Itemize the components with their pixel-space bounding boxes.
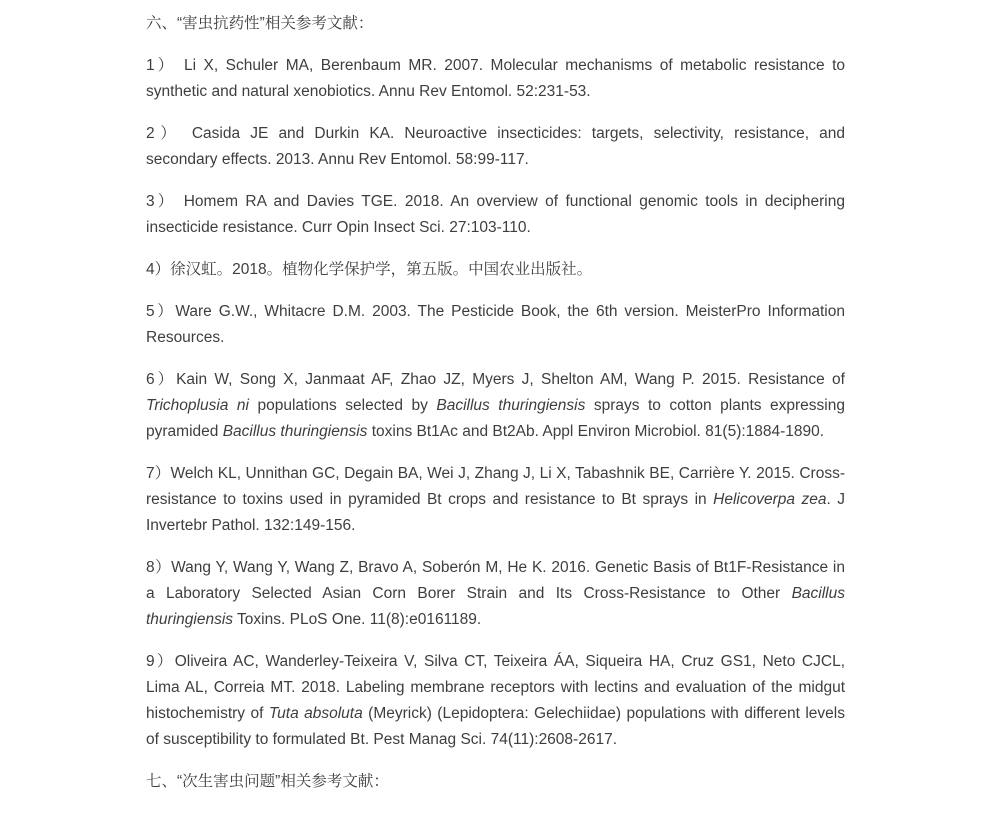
section-7-heading: 七、“次生害虫问题”相关参考文献： — [146, 773, 389, 790]
reference-text: 9）Oliveira AC, Wanderley-Teixeira V, Silva CT, Teixeira ÁA, Siqueira HA, Cruz GS1, Neto CJCL, Lima AL, Correia MT. 2018. Labeling membrane receptors with lectins and evaluation of the midgut histochemistry of — [146, 653, 845, 722]
reference-item — [146, 367, 845, 445]
reference-text: (Meyrick) (Lepidoptera: Gelechiidae) populations with different levels of susceptibility to formulated Bt. Pest Manag Sci. 74(11):2608-2617. — [146, 705, 845, 748]
reference-text: 2） Casida JE and Durkin KA. Neuroactive insecticides: targets, selectivity, resistance, and secondary effects. 2013. Annu Rev Entomol. 58:99-117. — [146, 125, 845, 168]
reference-item — [146, 257, 845, 283]
reference-list — [146, 53, 845, 753]
reference-item — [146, 461, 845, 539]
reference-item — [146, 555, 845, 633]
reference-item — [146, 649, 845, 753]
reference-item — [146, 299, 845, 351]
document-content — [146, 11, 845, 811]
reference-text: Toxins. PLoS One. 11(8):e0161189. — [233, 611, 482, 628]
species-name: Trichoplusia ni — [146, 397, 249, 414]
species-name: Bacillus thuringiensis — [146, 585, 845, 628]
reference-text: toxins Bt1Ac and Bt2Ab. Appl Environ Microbiol. 81(5):1884-1890. — [367, 423, 825, 440]
species-name: Tuta absoluta — [268, 705, 363, 722]
reference-text: 8）Wang Y, Wang Y, Wang Z, Bravo A, Soberón M, He K. 2016. Genetic Basis of Bt1F-Resistance in a Laboratory Selected Asian Corn Borer Strain and Its Cross-Resistance to Other — [146, 559, 845, 602]
species-name: Helicoverpa zea — [713, 491, 827, 508]
reference-item — [146, 121, 845, 173]
section-6-heading: 六、“害虫抗药性”相关参考文献： — [146, 15, 374, 32]
species-name: Bacillus thuringiensis — [436, 397, 586, 414]
species-name: Bacillus thuringiensis — [222, 423, 368, 440]
reference-text: 3） Homem RA and Davies TGE. 2018. An overview of functional genomic tools in deciphering insecticide resistance. Curr Opin Insect Sci. 27:103-110. — [146, 193, 845, 236]
reference-text: populations selected by — [248, 397, 437, 414]
reference-text: sprays to cotton plants expressing pyramided — [146, 397, 845, 440]
reference-text: 6）Kain W, Song X, Janmaat AF, Zhao JZ, Myers J, Shelton AM, Wang P. 2015. Resistance of — [146, 371, 845, 388]
reference-text: 7）Welch KL, Unnithan GC, Degain BA, Wei J, Zhang J, Li X, Tabashnik BE, Carrière Y. 2015. Cross-resistance to toxins used in pyramided Bt crops and resistance to Bt sprays in — [146, 465, 845, 508]
reference-text: 4）徐汉虹。2018。植物化学保护学，第五版。中国农业出版社。 — [146, 261, 593, 278]
reference-item — [146, 53, 845, 105]
reference-text: 1） Li X, Schuler MA, Berenbaum MR. 2007. Molecular mechanisms of metabolic resistance to synthetic and natural xenobiotics. Annu Rev Entomol. 52:231-53. — [146, 57, 845, 100]
reference-item — [146, 189, 845, 241]
reference-text: 5）Ware G.W., Whitacre D.M. 2003. The Pesticide Book, the 6th version. MeisterPro Information Resources. — [146, 303, 845, 346]
reference-text: . J Invertebr Pathol. 132:149-156. — [146, 491, 845, 534]
